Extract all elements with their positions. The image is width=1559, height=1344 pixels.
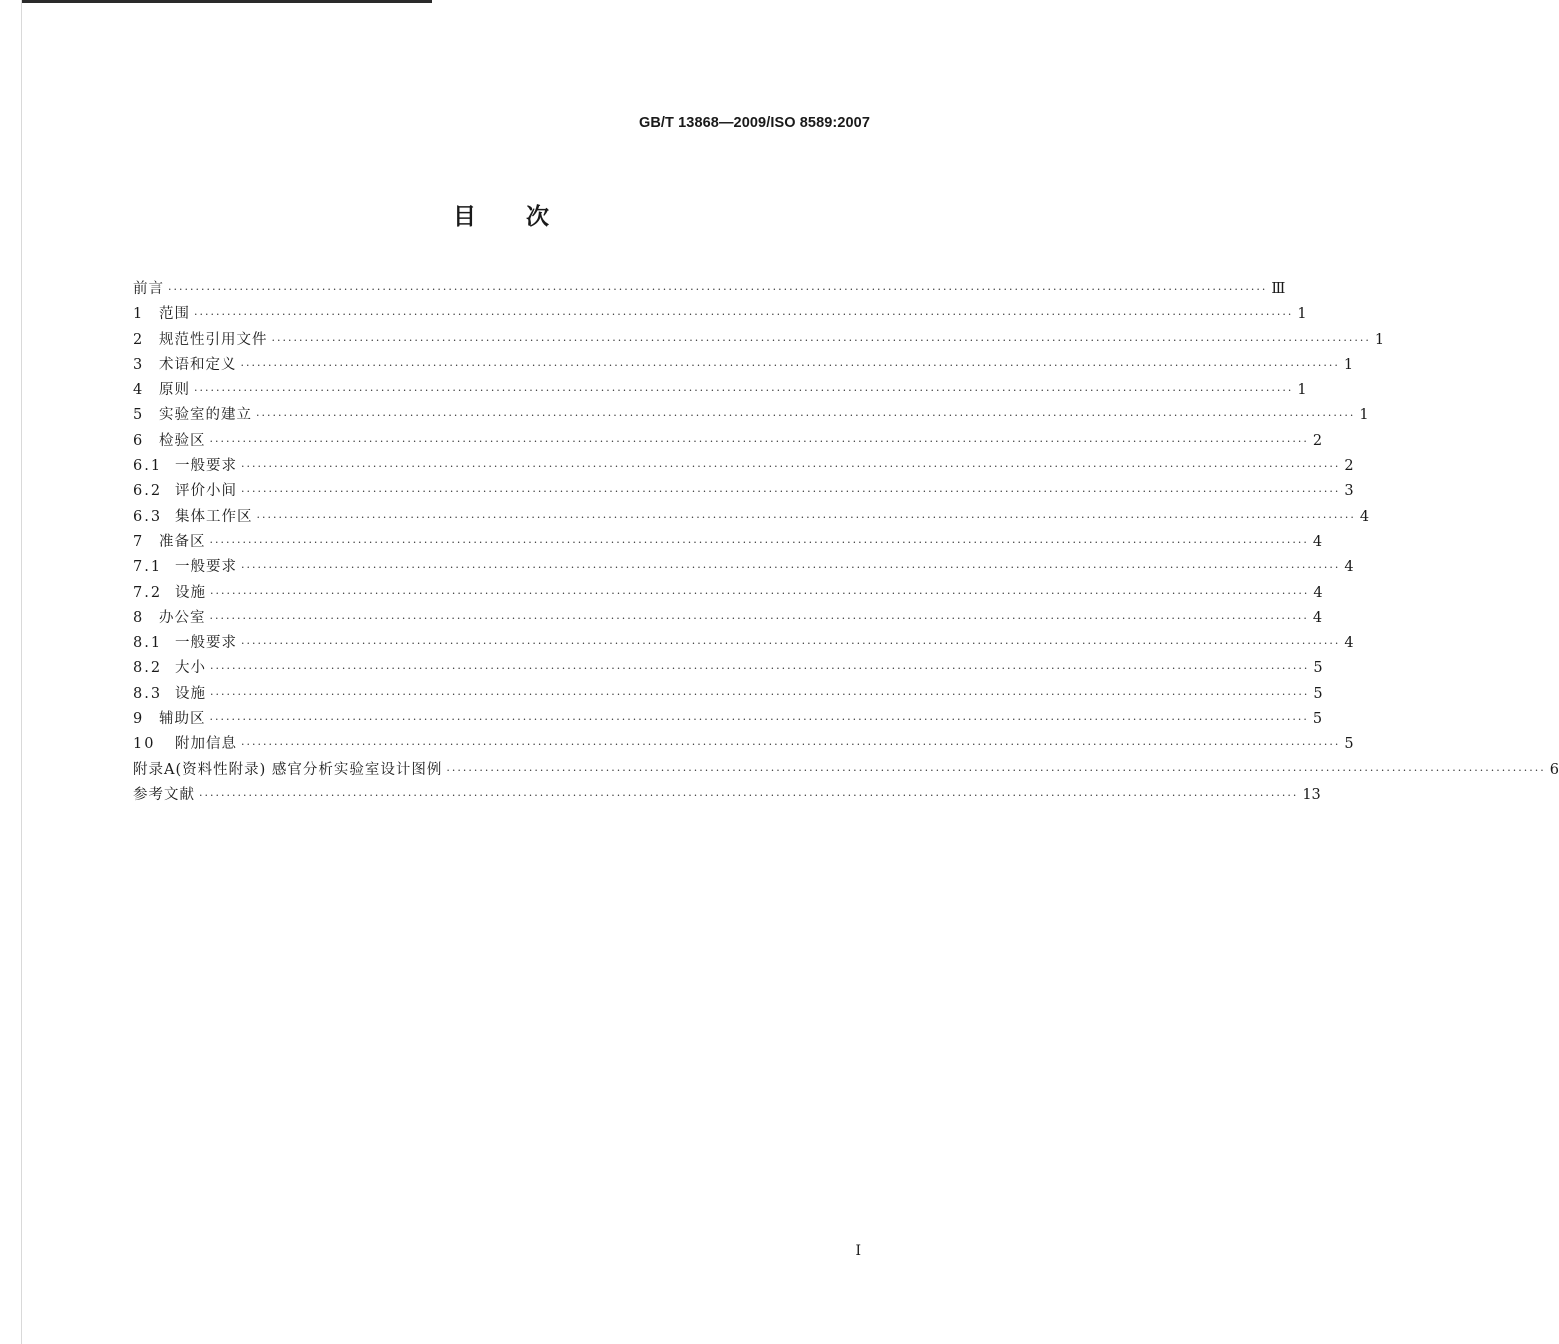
toc-entry-page: 1 [1297, 306, 1307, 323]
toc-entry-number: 7 [133, 533, 145, 550]
toc-entry [133, 631, 1354, 656]
toc-entry-label: 设施 [175, 584, 206, 601]
toc-entry-number: 9 [133, 711, 145, 728]
toc-entry-number: 8.2 [133, 660, 163, 677]
toc-leader-dots: ········································································································································································································ [241, 637, 1341, 651]
toc-leader-dots: ········································································································································································································ [199, 788, 1299, 802]
toc-entry-label: 评价小间 [175, 483, 237, 500]
toc-entry [133, 581, 1323, 606]
toc-entry-label: 办公室 [159, 609, 206, 626]
toc-entry-number: 6.3 [133, 508, 163, 525]
toc-entry [133, 530, 1323, 555]
toc-entry [133, 479, 1354, 504]
toc-entry-label: 一般要求 [175, 559, 237, 576]
toc-entry [133, 783, 1321, 808]
toc-entry-label: 前言 [133, 281, 164, 297]
toc-leader-dots: ········································································································································································································ [194, 308, 1294, 322]
toc-entry-page: 6 [1549, 761, 1559, 778]
toc-entry-label: 大小 [175, 660, 206, 677]
toc-entry [133, 378, 1307, 403]
scan-top-edge [22, 0, 432, 3]
toc-leader-dots: ········································································································································································································ [209, 535, 1309, 549]
toc-entry-page: 4 [1312, 533, 1323, 550]
toc-entry-label: 原则 [159, 382, 190, 399]
toc-entry-label: 设施 [175, 685, 206, 702]
toc-entry-label: 一般要求 [175, 458, 237, 475]
toc-entry-page: 1 [1374, 331, 1385, 348]
toc-entry-page: 4 [1359, 508, 1370, 525]
toc-entry-number: 6.1 [133, 458, 163, 475]
table-of-contents [133, 277, 1559, 808]
toc-entry-page: 5 [1312, 711, 1323, 728]
toc-entry-number: 1 [133, 306, 145, 323]
toc-entry-page: 4 [1344, 635, 1354, 652]
toc-leader-dots: ········································································································································································································ [240, 358, 1340, 372]
toc-entry-page: Ⅲ [1271, 281, 1286, 297]
toc-entry-number: 7.2 [133, 584, 163, 601]
toc-entry-number: 8 [133, 609, 145, 626]
toc-entry-page: 4 [1312, 609, 1323, 626]
page-number: I [855, 1243, 861, 1259]
toc-entry-number: 7.1 [133, 559, 163, 576]
toc-entry-label: 辅助区 [159, 711, 206, 728]
toc-leader-dots: ········································································································································································································ [241, 460, 1341, 474]
toc-leader-dots: ········································································································································································································ [210, 662, 1310, 676]
toc-entry-page: 3 [1344, 483, 1354, 500]
toc-entry [133, 656, 1323, 681]
toc-leader-dots: ········································································································································································································ [209, 713, 1309, 727]
toc-entry [133, 277, 1286, 302]
toc-entry-label: 范围 [159, 306, 190, 323]
toc-entry-label: 参考文献 [133, 786, 195, 803]
toc-entry-page: 4 [1313, 584, 1323, 601]
toc-entry-number: 2 [133, 331, 145, 348]
toc-entry-page: 2 [1312, 432, 1323, 449]
toc-entry-label: 附加信息 [175, 736, 237, 753]
toc-leader-dots: ········································································································································································································ [241, 738, 1341, 752]
toc-leader-dots: ········································································································································································································ [241, 561, 1341, 575]
toc-entry [133, 353, 1354, 378]
toc-entry-page: 1 [1359, 407, 1369, 424]
toc-entry-number: 6.2 [133, 483, 163, 500]
toc-entry-label: 准备区 [159, 533, 206, 550]
toc-entry-page: 13 [1302, 786, 1321, 803]
toc-entry-number: 8.3 [133, 685, 163, 702]
toc-leader-dots: ········································································································································································································ [168, 283, 1268, 296]
toc-entry-number: 6 [133, 432, 145, 449]
toc-entry-page: 1 [1343, 356, 1354, 373]
toc-leader-dots: ········································································································································································································ [446, 763, 1546, 777]
toc-entry-page: 4 [1344, 559, 1354, 576]
toc-entry-label: 实验室的建立 [159, 407, 252, 424]
toc-entry [133, 606, 1323, 631]
toc-entry-page: 1 [1297, 382, 1307, 399]
toc-entry-page: 2 [1344, 458, 1354, 475]
toc-leader-dots: ········································································································································································································ [210, 687, 1310, 701]
toc-entry-number: 3 [133, 356, 145, 373]
toc-entry [133, 682, 1323, 707]
toc-entry [133, 732, 1354, 757]
toc-entry [133, 707, 1323, 732]
toc-entry [133, 454, 1354, 479]
toc-leader-dots: ········································································································································································································ [271, 333, 1371, 347]
toc-entry [133, 403, 1369, 428]
toc-entry-label: 一般要求 [175, 635, 237, 652]
toc-leader-dots: ········································································································································································································ [210, 586, 1310, 600]
toc-entry [133, 505, 1370, 530]
toc-leader-dots: ········································································································································································································ [256, 409, 1356, 423]
toc-entry-number: 8.1 [133, 635, 163, 652]
toc-entry-page: 5 [1313, 685, 1323, 702]
toc-entry-page: 5 [1313, 660, 1323, 677]
toc-leader-dots: ········································································································································································································ [241, 485, 1341, 499]
toc-leader-dots: ········································································································································································································ [256, 510, 1356, 524]
toc-entry-number: 10 [133, 736, 156, 753]
page-title: 目次 [453, 204, 599, 230]
toc-entry [133, 555, 1354, 580]
toc-entry [133, 429, 1323, 454]
toc-entry-number: 4 [133, 382, 145, 399]
toc-leader-dots: ········································································································································································································ [209, 611, 1309, 625]
toc-entry-label: 术语和定义 [159, 356, 237, 373]
toc-entry [133, 328, 1385, 353]
toc-entry-label: 附录A(资料性附录) 感官分析实验室设计图例 [133, 761, 443, 778]
scan-left-edge [21, 0, 22, 1344]
toc-entry-label: 规范性引用文件 [159, 331, 268, 348]
toc-entry [133, 758, 1559, 783]
toc-entry [133, 302, 1307, 327]
toc-entry-number: 5 [133, 407, 145, 424]
toc-entry-page: 5 [1344, 736, 1354, 753]
standard-code: GB/T 13868—2009/ISO 8589:2007 [638, 115, 870, 131]
toc-entry-label: 检验区 [159, 432, 206, 449]
toc-entry-label: 集体工作区 [175, 508, 253, 525]
toc-leader-dots: ········································································································································································································ [194, 384, 1294, 398]
toc-leader-dots: ········································································································································································································ [209, 434, 1309, 448]
